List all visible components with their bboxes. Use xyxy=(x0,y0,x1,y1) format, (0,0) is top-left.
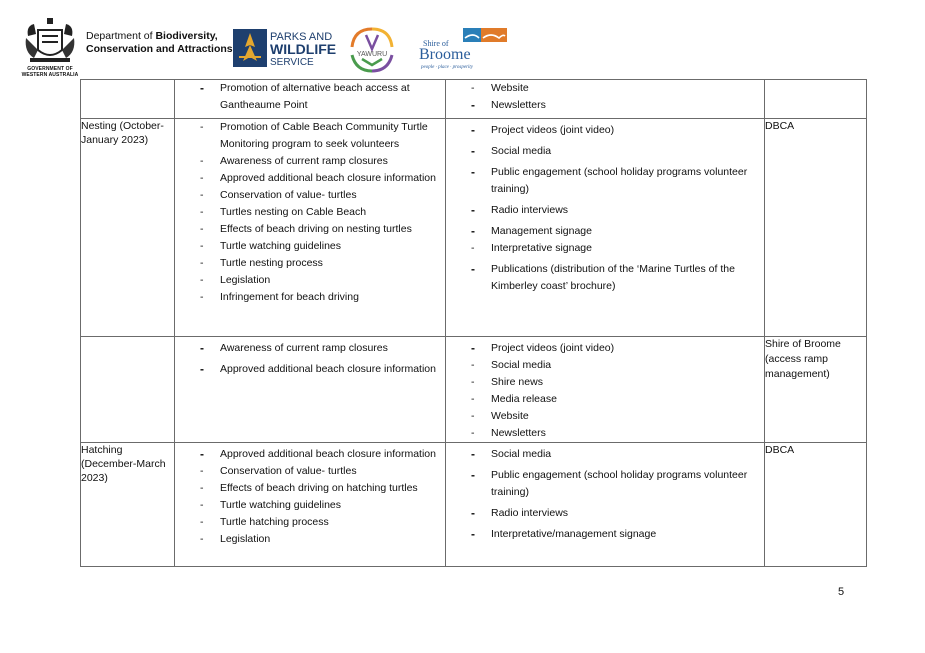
agency-cell: Shire of Broome (access ramp management) xyxy=(765,337,867,443)
table-row xyxy=(81,337,867,443)
list-item: - Radio interviews xyxy=(471,203,569,217)
list-item: - Conservation of value- turtles xyxy=(200,465,357,477)
key-messages-cell xyxy=(175,119,446,337)
parks-and-wildlife-service-logo xyxy=(233,27,338,69)
list-item: - Publications (distribution of the ‘Marine Turtles of the Kimberley coast’ brochure) xyxy=(471,262,735,292)
list-item: - Conservation of value- turtles xyxy=(200,189,357,201)
agency-cell xyxy=(765,80,867,119)
list-item: - Turtle nesting process xyxy=(200,257,323,269)
page-number: 5 xyxy=(838,586,845,598)
list-item: - Legislation xyxy=(200,274,271,286)
list-item: - Website xyxy=(471,410,529,422)
agency-cell: DBCA xyxy=(765,443,867,567)
key-messages-cell xyxy=(175,80,446,119)
list-item: - Social media xyxy=(471,359,552,371)
channels-cell xyxy=(446,443,765,567)
phase-cell: Nesting (October-January 2023) xyxy=(81,119,175,337)
list-item: - Management signage xyxy=(471,224,592,238)
list-item: - Awareness of current ramp closures xyxy=(200,155,388,167)
list-item: - Interpretative/management signage xyxy=(471,527,657,541)
svg-text:SERVICE: SERVICE xyxy=(270,57,314,68)
list-item: - Promotion of alternative beach access at Gantheaume Point xyxy=(200,81,410,111)
list-item: - Social media xyxy=(471,144,552,158)
svg-text:Shire of: Shire of xyxy=(423,39,449,48)
list-item: - Public engagement (school holiday programs volunteer training) xyxy=(471,468,748,498)
list-item: - Social media xyxy=(471,447,552,461)
channels-cell xyxy=(446,80,765,119)
list-item: - Promotion of Cable Beach Community Turtle Monitoring program to seek volunteers xyxy=(200,121,428,150)
list-item: - Website xyxy=(471,82,529,94)
list-item: - Legislation xyxy=(200,533,271,545)
list-item: - Effects of beach driving on nesting turtles xyxy=(200,223,412,235)
shire-of-broome-logo xyxy=(417,26,509,70)
list-item: - Turtle hatching process xyxy=(200,516,329,528)
agency-cell: DBCA xyxy=(765,119,867,337)
list-item: - Infringement for beach driving xyxy=(200,291,359,303)
wa-government-caption: GOVERNMENT OF WESTERN AUSTRALIA xyxy=(21,66,79,78)
list-item: - Approved additional beach closure information xyxy=(200,172,436,184)
table-row xyxy=(81,80,867,119)
list-item: - Media release xyxy=(471,393,557,405)
svg-text:YAWURU: YAWURU xyxy=(356,51,388,58)
list-item: - Turtle watching guidelines xyxy=(200,240,342,252)
channels-cell xyxy=(446,337,765,443)
document-header xyxy=(0,0,925,80)
channels-cell xyxy=(446,119,765,337)
list-item: - Turtle watching guidelines xyxy=(200,499,342,511)
list-item: - Project videos (joint video) xyxy=(471,341,615,355)
phase-cell xyxy=(81,337,175,443)
yawuru-logo xyxy=(346,25,398,75)
dbca-department-name: Department of Biodiversity, Conservation and Attractions xyxy=(86,30,233,55)
list-item: - Interpretative signage xyxy=(471,242,592,254)
key-messages-cell xyxy=(175,337,446,443)
list-item: - Approved additional beach closure information xyxy=(200,362,436,376)
svg-text:people · place · prosperity: people · place · prosperity xyxy=(421,65,474,70)
table-row xyxy=(81,119,867,337)
key-messages-cell xyxy=(175,443,446,567)
phase-cell xyxy=(81,80,175,119)
svg-text:Broome: Broome xyxy=(419,46,471,63)
svg-text:PARKS AND: PARKS AND xyxy=(270,31,333,43)
list-item: - Public engagement (school holiday programs volunteer training) xyxy=(471,165,748,195)
svg-text:WILDLIFE: WILDLIFE xyxy=(270,41,337,57)
list-item: - Newsletters xyxy=(471,98,546,112)
list-item: - Awareness of current ramp closures xyxy=(200,341,388,355)
list-item: - Effects of beach driving on hatching turtles xyxy=(200,482,418,494)
list-item: - Approved additional beach closure information xyxy=(200,447,436,461)
communication-plan-table xyxy=(80,79,867,567)
list-item: - Turtles nesting on Cable Beach xyxy=(200,206,367,218)
phase-cell: Hatching (December-March 2023) xyxy=(81,443,175,567)
list-item: - Newsletters xyxy=(471,427,546,439)
list-item: - Project videos (joint video) xyxy=(471,123,615,137)
list-item: - Shire news xyxy=(471,376,543,388)
list-item: - Radio interviews xyxy=(471,506,569,520)
table-row xyxy=(81,443,867,567)
